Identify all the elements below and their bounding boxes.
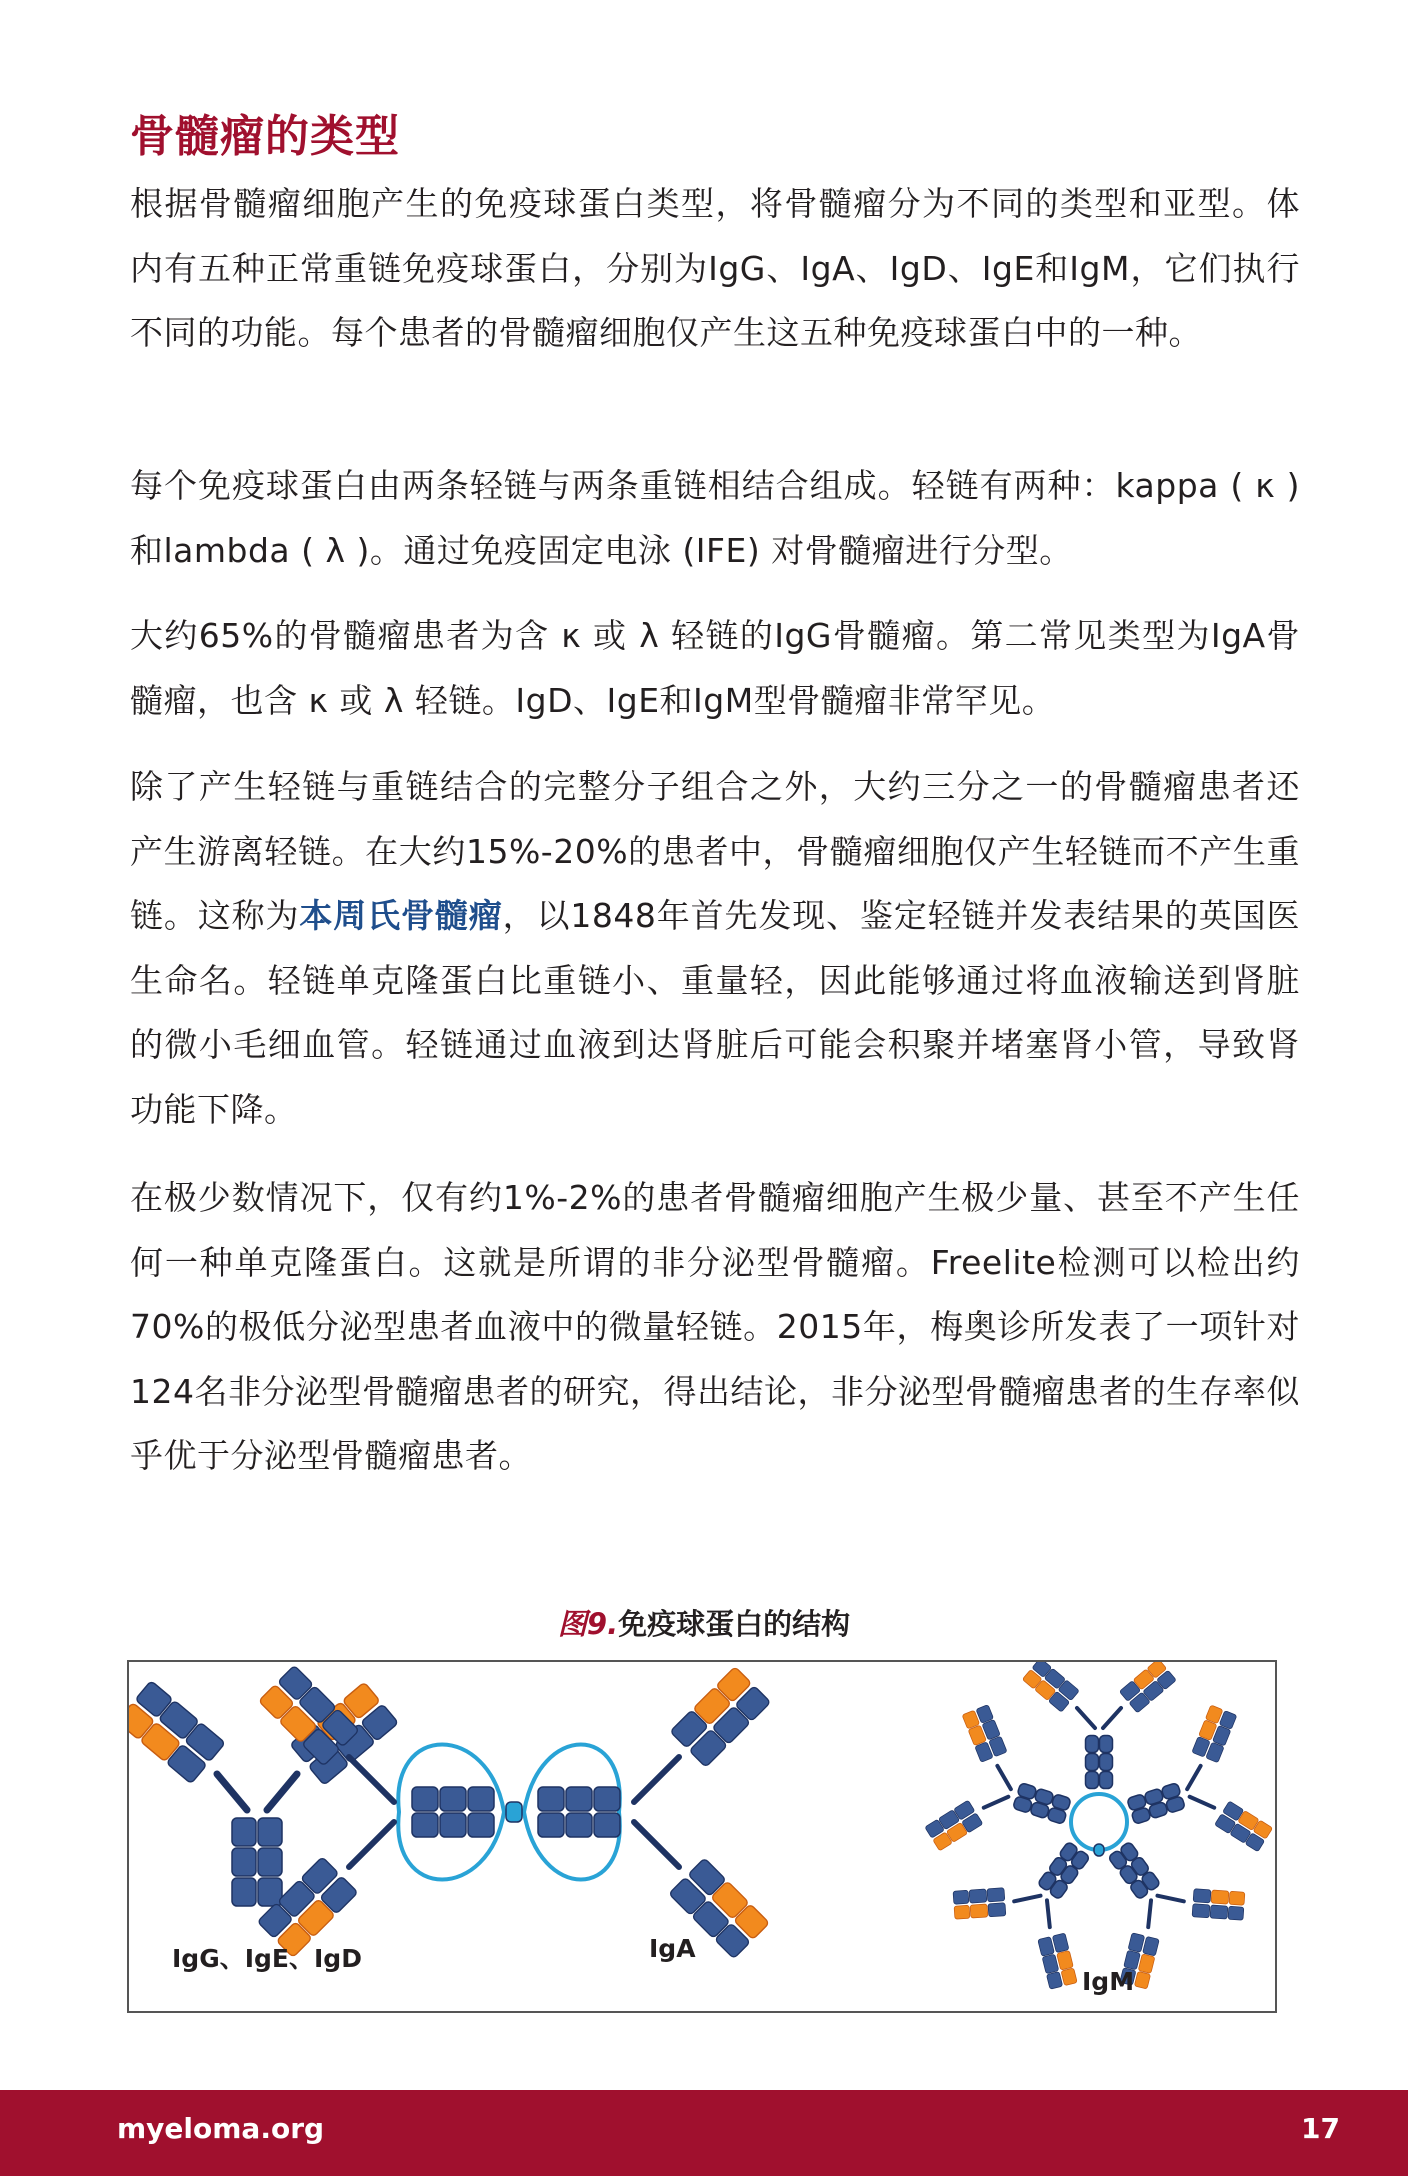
paragraph-bence-jones xyxy=(130,755,1300,1142)
paragraph-chain-structure: 每个免疫球蛋白由两条轻链与两条重链相结合组成。轻链有两种：kappa ( κ ) 和lambda ( λ )。通过免疫固定电泳 (IFE) 对骨髓瘤进行分型。 xyxy=(130,466,1300,570)
page-number: 17 xyxy=(1301,2112,1340,2145)
paragraph-bence-jones-text-a: 除了产生轻链与重链结合的完整分子组合之外，大约三分之一的骨髓瘤患者还产生游离轻链。在大约15%-20%的患者中，骨髓瘤细胞仅产生轻链而不产生重链。这称为 xyxy=(130,767,1300,935)
bence-jones-term: 本周氏骨髓瘤 xyxy=(299,896,503,935)
igm-pentamer-icon xyxy=(919,1662,1279,2000)
figure-caption xyxy=(0,1602,1408,1643)
igg-label: IgG、IgE、IgD xyxy=(172,1944,362,1973)
paragraph-igg-prevalence: 大约65%的骨髓瘤患者为含 κ 或 λ 轻链的IgG骨髓瘤。第二常见类型为IgA骨髓瘤，也含 κ 或 λ 轻链。IgD、IgE和IgM型骨髓瘤非常罕见。 xyxy=(130,616,1300,720)
igg-antibody-icon xyxy=(129,1681,398,1906)
igm-label: IgM xyxy=(1082,1967,1135,1996)
iga-label: IgA xyxy=(649,1934,696,1963)
figure-caption-text: 免疫球蛋白的结构 xyxy=(618,1607,851,1641)
paragraph-bence-jones-text-b: ，以1848年首先发现、鉴定轻链并发表结果的英国医生命名。轻链单克隆蛋白比重链小、重量轻，因此能够通过将血液输送到肾脏的微小毛细血管。轻链通过血液到达肾脏后可能会积聚并堵塞肾小管，导致肾功能下降。 xyxy=(130,896,1301,1129)
footer-site: myeloma.org xyxy=(117,2112,325,2145)
page-title: 骨髓瘤的类型 xyxy=(130,111,400,162)
paragraph-nonsecretory: 在极少数情况下，仅有约1%-2%的患者骨髓瘤细胞产生极少量、甚至不产生任何一种单克隆蛋白。这就是所谓的非分泌型骨髓瘤。Freelite检测可以检出约70%的极低分泌型患者血液中的微量轻链。2015年，梅奥诊所发表了一项针对124名非分泌型骨髓瘤患者的研究，得出结论，非分泌型骨髓瘤患者的生存率似乎优于分泌型骨髓瘤患者。 xyxy=(130,1178,1300,1475)
iga-dimer-icon xyxy=(257,1665,770,1958)
immunoglobulin-figure xyxy=(127,1660,1277,2013)
page-footer xyxy=(0,2090,1408,2176)
figure-number: 图9. xyxy=(557,1607,619,1641)
paragraph-types-intro: 根据骨髓瘤细胞产生的免疫球蛋白类型，将骨髓瘤分为不同的类型和亚型。体内有五种正常重链免疫球蛋白，分别为IgG、IgA、IgD、IgE和IgM，它们执行不同的功能。每个患者的骨髓瘤细胞仅产生这五种免疫球蛋白中的一种。 xyxy=(130,184,1300,352)
